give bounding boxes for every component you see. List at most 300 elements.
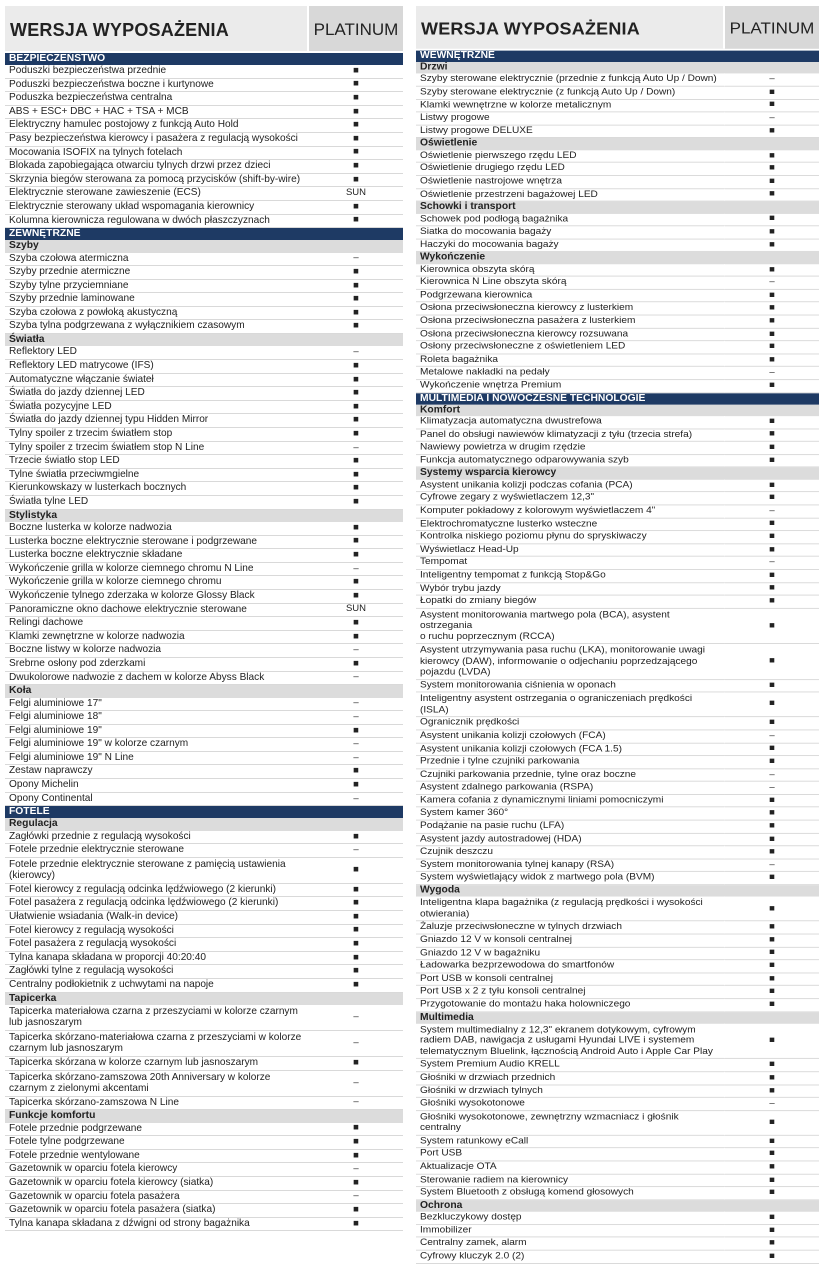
availability-value xyxy=(308,1071,403,1096)
availability-mark: – xyxy=(769,730,775,741)
table-row xyxy=(5,387,403,401)
feature-label: Reflektory LED xyxy=(9,346,77,358)
table-row xyxy=(5,549,403,563)
feature-label: Elektrycznie sterowane zawieszenie (ECS) xyxy=(9,187,201,199)
table-row xyxy=(5,119,403,133)
availability-value xyxy=(724,782,819,794)
table-row xyxy=(416,693,819,718)
availability-value xyxy=(724,897,819,921)
table-row xyxy=(5,658,403,672)
availability-value xyxy=(724,1024,819,1059)
availability-mark: – xyxy=(353,751,359,763)
availability-value xyxy=(724,1251,819,1263)
availability-value xyxy=(724,922,819,934)
availability-mark: ■ xyxy=(769,998,775,1010)
availability-mark: ■ xyxy=(769,1174,775,1185)
feature-label: System kamer 360° xyxy=(420,807,509,819)
table-row xyxy=(416,480,819,493)
table-row xyxy=(5,522,403,536)
table-row xyxy=(5,738,403,752)
table-row xyxy=(416,743,819,756)
availability-mark: ■ xyxy=(769,698,775,709)
table-row xyxy=(416,455,819,468)
feature-label: Inteligentny tempomat z funkcją Stop&Go xyxy=(420,569,606,581)
availability-value xyxy=(308,455,403,468)
feature-label: Metalowe nakładki na pedały xyxy=(420,367,550,378)
feature-label: Blokada zapobiegająca otwarciu tylnych drzwi przez dzieci xyxy=(9,160,271,172)
feature-label: System Premium Audio KRELL xyxy=(420,1059,560,1070)
availability-mark: ■ xyxy=(769,441,775,453)
table-header xyxy=(416,6,819,51)
feature-label: Haczyki do mocowania bagaży xyxy=(420,239,559,250)
availability-mark: – xyxy=(353,1011,359,1023)
availability-mark: ■ xyxy=(353,293,359,305)
table-row xyxy=(5,1150,403,1164)
feature-label: Gazetownik w oparciu fotela kierowcy (siatka) xyxy=(9,1176,214,1188)
availability-value xyxy=(724,846,819,858)
table-row xyxy=(5,1204,403,1218)
feature-label: Fotele przednie elektrycznie sterowane z pamięcią ustawienia (kierowcy) xyxy=(9,858,286,882)
table-row xyxy=(416,557,819,570)
feature-label: Panoramiczne okno dachowe elektrycznie sterowane xyxy=(9,603,247,615)
feature-label: Elektrochromatyczne lusterko wsteczne xyxy=(420,518,598,529)
table-row xyxy=(416,264,819,277)
feature-label: Funkcja automatycznego odparowywania szyb xyxy=(420,454,629,466)
availability-mark: ■ xyxy=(769,872,775,883)
availability-value xyxy=(308,884,403,897)
availability-value xyxy=(308,1097,403,1110)
availability-value xyxy=(724,303,819,315)
availability-value xyxy=(724,416,819,428)
table-row xyxy=(416,583,819,596)
table-row xyxy=(5,1005,403,1031)
availability-value xyxy=(308,428,403,441)
feature-label: Elektrycznie sterowany układ wspomagania kierownicy xyxy=(9,200,255,212)
availability-mark: ■ xyxy=(769,416,775,427)
availability-mark: ■ xyxy=(769,162,775,174)
table-row xyxy=(5,266,403,280)
feature-label: Nawiewy powietrza w drugim rzędzie xyxy=(420,441,586,453)
table-row xyxy=(416,570,819,583)
availability-value xyxy=(308,346,403,359)
availability-value xyxy=(308,738,403,751)
availability-mark: ■ xyxy=(353,1217,359,1229)
availability-mark: ■ xyxy=(769,921,775,932)
subsection-header: Światła xyxy=(5,334,403,346)
availability-mark: ■ xyxy=(353,373,359,385)
subsection-header: Szyby xyxy=(5,240,403,252)
feature-label: Kierownica obszyta skórą xyxy=(420,263,535,275)
table-row xyxy=(416,150,819,163)
feature-label: Osłona przeciwsłoneczna pasażera z lusterkiem xyxy=(420,315,636,327)
availability-value xyxy=(308,793,403,806)
availability-value xyxy=(724,1238,819,1250)
availability-value xyxy=(724,570,819,582)
availability-mark: ■ xyxy=(769,1250,775,1261)
feature-label: Światła tylne LED xyxy=(9,496,89,507)
availability-value xyxy=(724,769,819,781)
availability-mark: ■ xyxy=(353,160,359,172)
feature-label: Inteligentny asystent ostrzegania o ograniczeniach prędkości (ISLA) xyxy=(420,693,693,716)
availability-mark: ■ xyxy=(769,846,775,857)
spec-table-right xyxy=(416,51,819,1264)
availability-mark: ■ xyxy=(353,778,359,790)
table-row xyxy=(416,226,819,239)
availability-value xyxy=(308,1177,403,1190)
availability-value xyxy=(724,680,819,692)
table-row xyxy=(5,698,403,712)
availability-mark: ■ xyxy=(769,188,775,200)
feature-label: Fotel pasażera z regulacją odcinka lędźwiowego (2 kierunki) xyxy=(9,897,279,909)
availability-mark: ■ xyxy=(769,1059,775,1070)
feature-label: Głośniki wysokotonowe, zewnętrzny wzmacniacz i głośnik centralny xyxy=(420,1111,679,1134)
subsection-header: Wykończenie xyxy=(416,252,819,264)
availability-value xyxy=(308,1123,403,1136)
availability-mark: ■ xyxy=(353,482,359,494)
feature-label: Klamki wewnętrzne w kolorze metalicznym xyxy=(420,99,612,111)
availability-mark: ■ xyxy=(769,619,775,631)
feature-label: Fotele przednie elektrycznie sterowane xyxy=(9,844,185,856)
availability-value xyxy=(308,672,403,685)
table-row xyxy=(416,367,819,380)
availability-mark: – xyxy=(769,859,775,870)
availability-mark: ■ xyxy=(353,883,359,895)
table-row xyxy=(5,280,403,294)
table-row xyxy=(5,360,403,374)
table-row xyxy=(5,779,403,793)
table-row xyxy=(416,125,819,138)
availability-value xyxy=(724,1111,819,1135)
feature-label: Gazetownik w oparciu fotela pasażera (siatka) xyxy=(9,1204,216,1216)
feature-label: Centralny podłokietnik z uchwytami na napoje xyxy=(9,978,214,990)
availability-value xyxy=(308,106,403,119)
availability-value xyxy=(308,604,403,617)
availability-mark: ■ xyxy=(769,1034,775,1046)
availability-value xyxy=(308,698,403,711)
availability-mark: ■ xyxy=(353,830,359,842)
availability-value xyxy=(308,1150,403,1163)
availability-mark: – xyxy=(353,1076,359,1088)
table-row xyxy=(5,1031,403,1057)
feature-label: Szyba czołowa z powłoką akustyczną xyxy=(9,306,178,318)
feature-label: Zagłówki przednie z regulacją wysokości xyxy=(9,830,191,842)
table-row xyxy=(5,469,403,483)
table-row xyxy=(5,1177,403,1191)
availability-value xyxy=(724,1072,819,1084)
table-row xyxy=(416,717,819,730)
feature-label: Roleta bagażnika xyxy=(420,354,498,365)
feature-label: Cyfrowy kluczyk 2.0 (2) xyxy=(420,1250,525,1262)
subsection-header: Ochrona xyxy=(416,1200,819,1212)
table-row xyxy=(416,1238,819,1251)
availability-mark: ■ xyxy=(353,387,359,399)
availability-value xyxy=(724,999,819,1011)
availability-value xyxy=(308,1163,403,1176)
availability-mark: – xyxy=(769,781,775,793)
table-row xyxy=(416,505,819,518)
availability-mark: ■ xyxy=(769,175,775,187)
availability-mark: ■ xyxy=(353,951,359,963)
availability-mark: – xyxy=(353,1190,359,1202)
availability-mark: ■ xyxy=(353,938,359,950)
table-row xyxy=(5,92,403,106)
availability-mark: ■ xyxy=(769,302,775,313)
availability-value xyxy=(308,469,403,482)
feature-label: Asystent jazdy autostradowej (HDA) xyxy=(420,833,582,844)
feature-label: Osłona przeciwsłoneczna kierowcy z lusterkiem xyxy=(420,302,634,314)
table-row xyxy=(5,563,403,577)
availability-mark: – xyxy=(353,441,359,453)
table-row xyxy=(416,795,819,808)
availability-mark: ■ xyxy=(353,897,359,909)
availability-mark: ■ xyxy=(769,934,775,945)
availability-value xyxy=(724,213,819,225)
table-row xyxy=(5,1136,403,1150)
availability-mark: ■ xyxy=(769,86,775,98)
feature-label: Tapicerka skórzano-zamszowa N Line xyxy=(9,1096,179,1108)
availability-mark: ■ xyxy=(353,359,359,371)
availability-mark: ■ xyxy=(769,239,775,250)
header-version: PLATINUM xyxy=(307,6,403,51)
availability-value xyxy=(724,1098,819,1110)
availability-mark: ■ xyxy=(353,414,359,426)
feature-label: Wybór trybu jazdy xyxy=(420,582,501,594)
feature-label: Tapicerka skórzano-zamszowa 20th Anniversary w kolorze czarnym z zielonymi akcentami xyxy=(9,1071,271,1095)
feature-label: Immobilizer xyxy=(420,1224,472,1236)
feature-label: Poduszki bezpieczeństwa przednie xyxy=(9,65,167,76)
availability-value xyxy=(308,293,403,306)
availability-value xyxy=(308,631,403,644)
table-row xyxy=(5,965,403,979)
table-row xyxy=(416,74,819,87)
feature-label: Fotele przednie podgrzewane xyxy=(9,1122,142,1134)
availability-mark: ■ xyxy=(353,535,359,547)
availability-value xyxy=(308,374,403,387)
availability-mark: ■ xyxy=(769,328,775,339)
feature-label: Tempomat xyxy=(420,556,468,568)
availability-mark: ■ xyxy=(769,833,775,844)
availability-value xyxy=(308,522,403,535)
availability-mark: – xyxy=(353,844,359,856)
feature-label: Osłony przeciwsłoneczne z oświetleniem LED xyxy=(420,341,626,352)
availability-value xyxy=(724,1085,819,1097)
table-row xyxy=(5,160,403,174)
feature-label: Podgrzewana kierownica xyxy=(420,289,533,301)
feature-label: Relingi dachowe xyxy=(9,617,84,629)
availability-mark: ■ xyxy=(353,132,359,144)
table-row xyxy=(5,1097,403,1111)
availability-mark: ■ xyxy=(769,1072,775,1083)
table-row xyxy=(416,1225,819,1238)
table-row xyxy=(416,596,819,609)
table-row xyxy=(416,1149,819,1162)
feature-label: Fotel kierowcy z regulacją wysokości xyxy=(9,924,174,936)
table-row xyxy=(5,884,403,898)
table-row xyxy=(416,100,819,113)
subsection-header: Koła xyxy=(5,685,403,697)
availability-mark: ■ xyxy=(769,569,775,581)
subsection-header: Drzwi xyxy=(416,62,819,74)
availability-mark: ■ xyxy=(353,468,359,480)
availability-value xyxy=(724,163,819,175)
availability-mark: ■ xyxy=(769,125,775,136)
availability-value xyxy=(724,226,819,238)
table-row xyxy=(5,644,403,658)
availability-value xyxy=(308,979,403,992)
availability-mark: ■ xyxy=(353,265,359,277)
availability-value xyxy=(724,609,819,644)
availability-value xyxy=(308,952,403,965)
availability-value xyxy=(308,253,403,266)
availability-mark: ■ xyxy=(769,679,775,691)
feature-label: Poduszka bezpieczeństwa centralna xyxy=(9,92,173,104)
availability-mark: – xyxy=(353,1163,359,1175)
availability-mark: – xyxy=(769,505,775,516)
availability-mark: ■ xyxy=(353,1203,359,1215)
table-row xyxy=(5,1057,403,1071)
subsection-header: Schowki i transport xyxy=(416,202,819,214)
availability-value xyxy=(724,743,819,755)
availability-value xyxy=(724,717,819,729)
availability-value xyxy=(724,112,819,124)
availability-value xyxy=(724,557,819,569)
availability-value xyxy=(308,1191,403,1204)
feature-label: Felgi aluminiowe 17" xyxy=(9,697,102,709)
subsection-header: Wygoda xyxy=(416,885,819,897)
header-version: PLATINUM xyxy=(723,6,819,49)
feature-label: Głośniki w drzwiach tylnych xyxy=(420,1085,543,1096)
availability-value xyxy=(308,911,403,924)
availability-mark: ■ xyxy=(353,617,359,629)
availability-value xyxy=(308,414,403,427)
table-row xyxy=(5,576,403,590)
feature-label: Klamki zewnętrzne w kolorze nadwozia xyxy=(9,630,185,642)
table-row xyxy=(416,782,819,795)
subsection-header: Multimedia xyxy=(416,1012,819,1024)
feature-label: Klimatyzacja automatyczna dwustrefowa xyxy=(420,416,602,427)
feature-label: Gazetownik w oparciu fotela pasażera xyxy=(9,1190,180,1202)
availability-value xyxy=(724,455,819,467)
table-row xyxy=(416,947,819,960)
table-row xyxy=(416,163,819,176)
availability-value xyxy=(308,1204,403,1217)
feature-label: Port USB xyxy=(420,1148,463,1159)
feature-label: Siatka do mocowania bagaży xyxy=(420,226,552,237)
table-row xyxy=(5,672,403,686)
table-row xyxy=(416,960,819,973)
feature-label: Fotele tylne podgrzewane xyxy=(9,1136,125,1148)
feature-label: Tylna kanapa składana z dźwigni od strony bagażnika xyxy=(9,1217,250,1229)
feature-label: Aktualizacje OTA xyxy=(420,1161,497,1172)
table-row xyxy=(416,1161,819,1174)
feature-label: Pasy bezpieczeństwa kierowcy i pasażera z regulacją wysokości xyxy=(9,132,298,144)
availability-value xyxy=(308,752,403,765)
availability-mark: ■ xyxy=(353,521,359,533)
availability-mark: ■ xyxy=(769,582,775,594)
feature-label: Cyfrowe zegary z wyświetlaczem 12,3" xyxy=(420,492,595,503)
availability-value xyxy=(308,160,403,173)
table-row xyxy=(5,831,403,845)
availability-mark: ■ xyxy=(353,105,359,117)
table-row xyxy=(5,897,403,911)
availability-value xyxy=(724,380,819,392)
table-row xyxy=(416,680,819,693)
availability-value xyxy=(724,1225,819,1237)
table-row xyxy=(5,187,403,201)
availability-mark: – xyxy=(769,276,775,288)
feature-label: Trzecie światło stop LED xyxy=(9,455,120,467)
availability-mark: ■ xyxy=(769,1148,775,1159)
feature-label: Oświetlenie przestrzeni bagażowej LED xyxy=(420,188,598,200)
feature-label: Kierownica N Line obszyta skórą xyxy=(420,276,567,288)
availability-value xyxy=(308,266,403,279)
table-row xyxy=(5,752,403,766)
feature-label: Osłona przeciwsłoneczna kierowcy rozsuwana xyxy=(420,328,629,339)
availability-value xyxy=(308,482,403,495)
availability-value xyxy=(724,1161,819,1173)
availability-mark: – xyxy=(353,697,359,709)
feature-label: Przygotowanie do montażu haka holowniczego xyxy=(420,999,631,1010)
table-row xyxy=(416,492,819,505)
feature-label: Lusterka boczne elektrycznie składane xyxy=(9,549,183,561)
feature-label: Listwy progowe xyxy=(420,112,490,123)
feature-label: Gniazdo 12 V w konsoli centralnej xyxy=(420,934,573,945)
availability-mark: SUN xyxy=(345,187,367,199)
table-row xyxy=(5,147,403,161)
availability-mark: ■ xyxy=(353,119,359,131)
availability-mark: ■ xyxy=(353,724,359,736)
availability-mark: ■ xyxy=(353,214,359,226)
feature-label: ABS + ESC+ DBC + HAC + TSA + MCB xyxy=(9,105,189,117)
feature-label: Port USB w konsoli centralnej xyxy=(420,973,553,984)
availability-value xyxy=(308,174,403,187)
feature-label: System wyświetlający widok z martwego pola (BVM) xyxy=(420,872,655,883)
feature-label: Oświetlenie pierwszego rzędu LED xyxy=(420,150,577,161)
table-row xyxy=(416,442,819,455)
availability-mark: ■ xyxy=(769,794,775,806)
availability-value xyxy=(308,147,403,160)
feature-label: Żaluzje przeciwsłoneczne w tylnych drzwiach xyxy=(420,921,622,933)
availability-value xyxy=(724,277,819,289)
availability-value xyxy=(724,125,819,137)
availability-mark: – xyxy=(353,644,359,656)
availability-value xyxy=(724,583,819,595)
availability-value xyxy=(308,576,403,589)
table-row xyxy=(5,604,403,618)
availability-mark: ■ xyxy=(353,965,359,977)
feature-label: System monitorowania ciśnienia w oponach xyxy=(420,679,616,691)
availability-value xyxy=(308,401,403,414)
availability-value xyxy=(724,480,819,492)
table-row xyxy=(416,1098,819,1111)
availability-mark: ■ xyxy=(353,495,359,507)
table-row xyxy=(5,428,403,442)
table-row xyxy=(416,922,819,935)
availability-mark: ■ xyxy=(769,1211,775,1223)
availability-value xyxy=(724,693,819,717)
feature-label: Dwukolorowe nadwozie z dachem w kolorze Abyss Black xyxy=(9,671,265,683)
availability-value xyxy=(724,74,819,86)
table-row xyxy=(5,938,403,952)
table-row xyxy=(5,858,403,884)
feature-label: Światła do jazdy dziennej typu Hidden Mirror xyxy=(9,414,209,426)
availability-value xyxy=(308,549,403,562)
availability-value xyxy=(308,779,403,792)
table-row xyxy=(416,859,819,872)
feature-label: Łopatki do zmiany biegów xyxy=(420,595,537,607)
availability-mark: – xyxy=(769,112,775,123)
section-header: MULTIMEDIA I NOWOCZESNE TECHNOLOGIE xyxy=(416,393,819,404)
